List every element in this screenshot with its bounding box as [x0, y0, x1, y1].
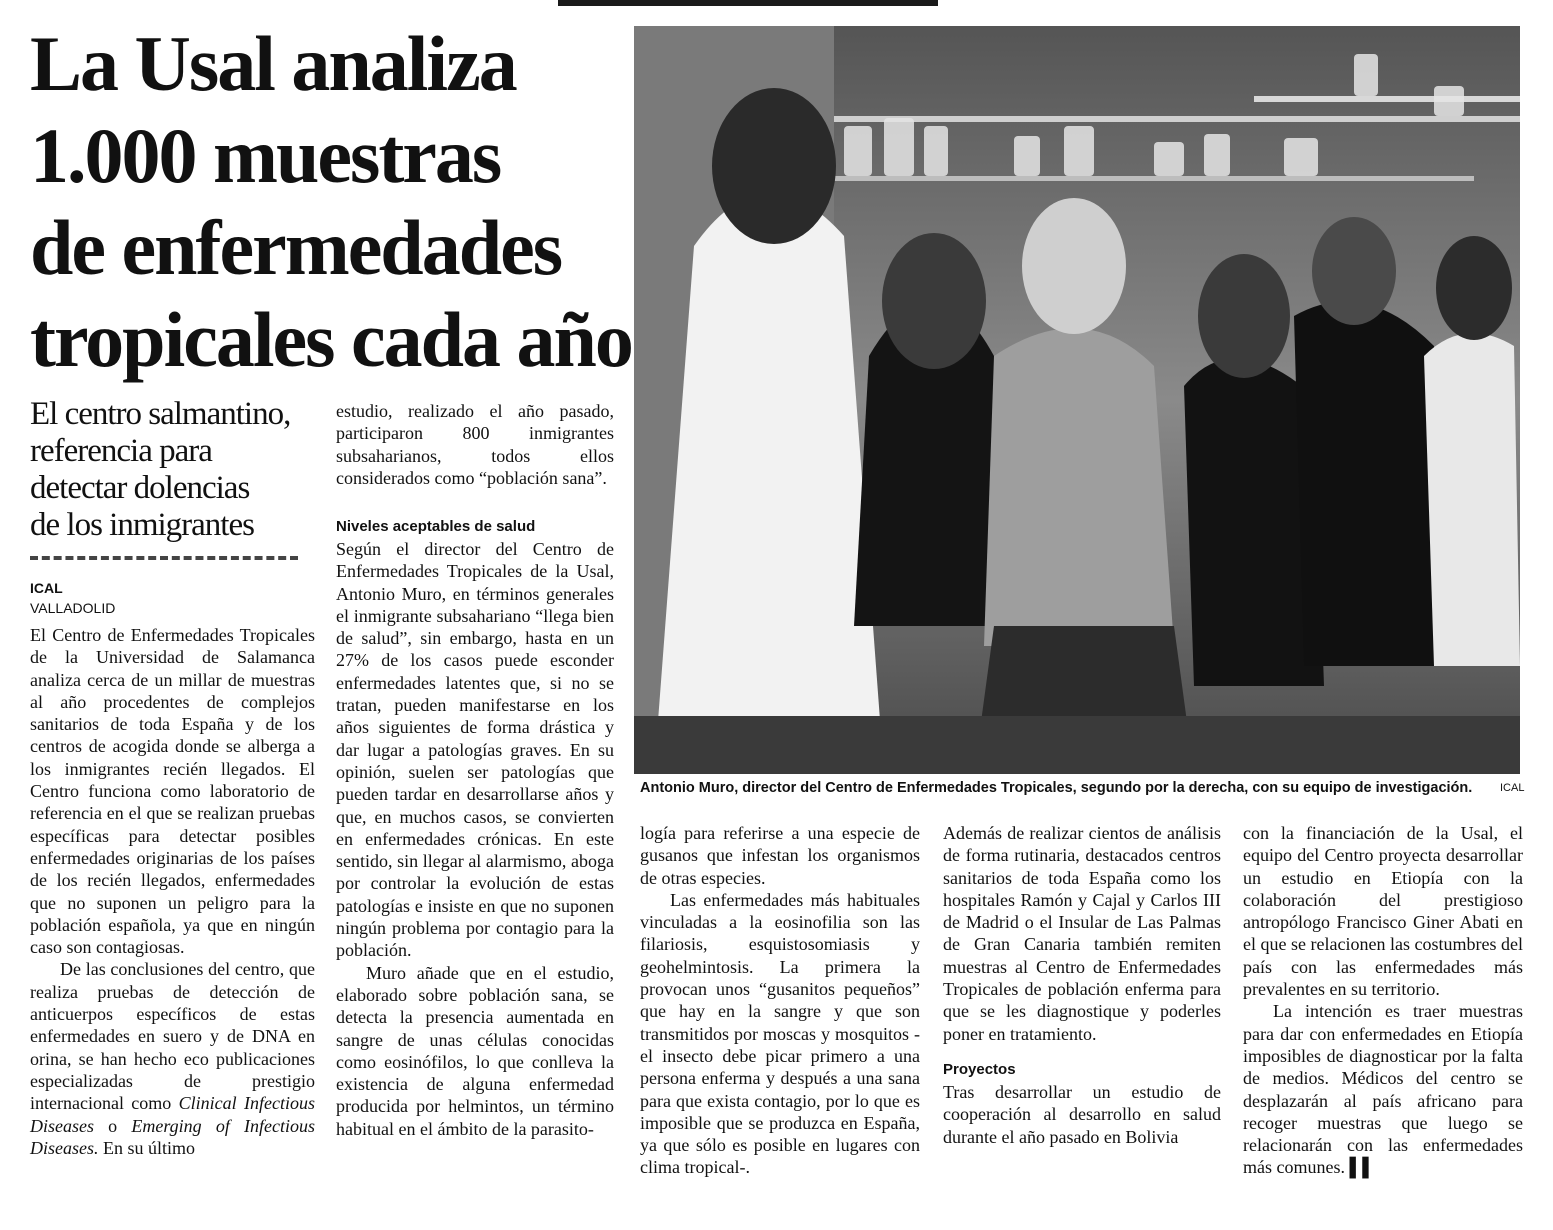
byline-place: VALLADOLID: [30, 600, 116, 616]
subheadline-line: detectar dolencias: [30, 470, 250, 506]
photo-illustration: [634, 26, 1520, 774]
paragraph-text: En su último: [103, 1137, 196, 1158]
journal-title: Emerging of Infectious Diseases.: [30, 1115, 315, 1158]
paragraph: estudio, realizado el año pasado, participaron 800 inmigrantes subsaharianos, todos ellos considerados como “población sana”.: [336, 401, 614, 488]
paragraph: [1243, 1000, 1523, 1178]
paragraph: [30, 958, 315, 1159]
subheadline: [30, 396, 320, 544]
divider: [30, 556, 298, 560]
article-column-2: [336, 512, 614, 1140]
paragraph: Según el director del Centro de Enfermedades Tropicales de la Usal, Antonio Muro, en términos generales el inmigrante subsahariano “llega bien de salud”, sin embargo, hasta en un 27% de los casos puede esconder enfermedades latentes que, si no se tratan, pueden manifestarse en los años siguientes de forma drástica y dar lugar a patologías graves. En su opinión, suelen ser patologías que pueden tardar en desarrollarse años y que, en muchos casos, se convierten en enfermedades crónicas. En este sentido, sin llegar al alarmismo, aboga por controlar la evolución de estas patologías e insiste en que no suponen ningún problema por contagio para la población.: [336, 539, 614, 961]
headline-line: tropicales cada año: [30, 296, 632, 383]
paragraph: con la financiación de la Usal, el equipo del Centro proyecta desarrollar un estudio en Etiopía con la colaboración del prestigioso antropólogo Francisco Giner Abati en el que se relacionen las costumbres del país con las enfermedades más prevalentes en su territorio.: [1243, 823, 1523, 1000]
article-column-4: [943, 822, 1221, 1148]
paragraph: Muro añade que en el estudio, elaborado sobre población sana, se detecta la presencia aumentada en sangre de unas células conocidas como eosinófilos, lo que conlleva la existencia de alguna enfermedad producida por helmintos, un término habitual en el ámbito de la parasito-: [336, 962, 614, 1139]
paragraph: logía para referirse a una especie de gusanos que infestan los organismos de otras especies.: [640, 823, 920, 888]
article-column-5: [1243, 822, 1523, 1179]
subheadline-line: referencia para: [30, 433, 212, 469]
headline-line: de enfermedades: [30, 204, 562, 291]
photo-caption: Antonio Muro, director del Centro de Enfermedades Tropicales, segundo por la derecha, con su equipo de investigación.: [640, 780, 1473, 796]
paragraph: Además de realizar cientos de análisis de forma rutinaria, destacados centros sanitarios de toda España como los hospitales Ramón y Cajal y Carlos III de Madrid o el Insular de Las Palmas de Gran Canaria también remiten muestras al Centro de Enfermedades Tropicales de población enferma para que se les diagnostique y poderles poner en tratamiento.: [943, 823, 1221, 1044]
photo-credit: ICAL: [1500, 782, 1525, 794]
section-heading: Proyectos: [943, 1060, 1016, 1078]
section-heading: Niveles aceptables de salud: [336, 518, 536, 535]
end-of-article-mark: ▌▌: [1349, 1157, 1375, 1178]
subheadline-line: El centro salmantino,: [30, 396, 291, 432]
conjunction: o: [108, 1115, 118, 1136]
article-column-3: [640, 822, 920, 1179]
article-column-2-top: [336, 400, 614, 489]
paragraph: Tras desarrollar un estudio de cooperación al desarrollo en salud durante el año pasado en Bolivia: [943, 1081, 1221, 1147]
subheadline-line: de los inmigrantes: [30, 507, 254, 543]
headline-line: 1.000 muestras: [30, 112, 501, 199]
paragraph-text: La intención es traer muestras para dar con enfermedades en Etiopía imposibles de diagnosticar por la falta de medios. Médicos del centro se desplazarán al país africano para recoger muestras que luego se relacionarán con las enfermedades más comunes.: [1243, 1001, 1523, 1178]
article-column-1: [30, 624, 315, 1159]
paragraph: El Centro de Enfermedades Tropicales de la Universidad de Salamanca analiza cerca de un millar de muestras al año procedentes de complejos sanitarios de toda España y de los centros de acogida donde se alberga a los inmigrantes recién llegados. El Centro funciona como laboratorio de referencia en el que se realizan pruebas específicas para detectar posibles enfermedades originarias de los países de los recién llegados, enfermedades que no suponen un peligro para la población española, ya que en ningún caso son contagiosas.: [30, 625, 315, 958]
paragraph-text: De las conclusiones del centro, que realiza pruebas de detección de anticuerpos específicos de estas enfermedades en suero y de DNA en orina, se han hecho eco publicaciones especializadas de prestigio internacional como: [30, 959, 315, 1114]
paragraph: Las enfermedades más habituales vinculadas a la eosinofilia son las filariosis, esquistosomiasis y geohelmintosis. La primera la provocan unos “gusanitos pequeños” que hay en la sangre y que son transmitidos por moscas y mosquitos -el insecto debe picar primero a una persona enferma y después a una sana para que exista contagio, por lo que es imposible que se produzca en España, ya que sólo es posible en lugares con clima tropical-.: [640, 889, 920, 1178]
headline: [30, 18, 630, 386]
byline-agency: ICAL: [30, 580, 63, 596]
headline-line: La Usal analiza: [30, 20, 516, 107]
page-top-rule: [558, 0, 938, 6]
journal-title: Clinical Infectious Diseases: [30, 1093, 316, 1136]
team-photo: [634, 26, 1520, 774]
